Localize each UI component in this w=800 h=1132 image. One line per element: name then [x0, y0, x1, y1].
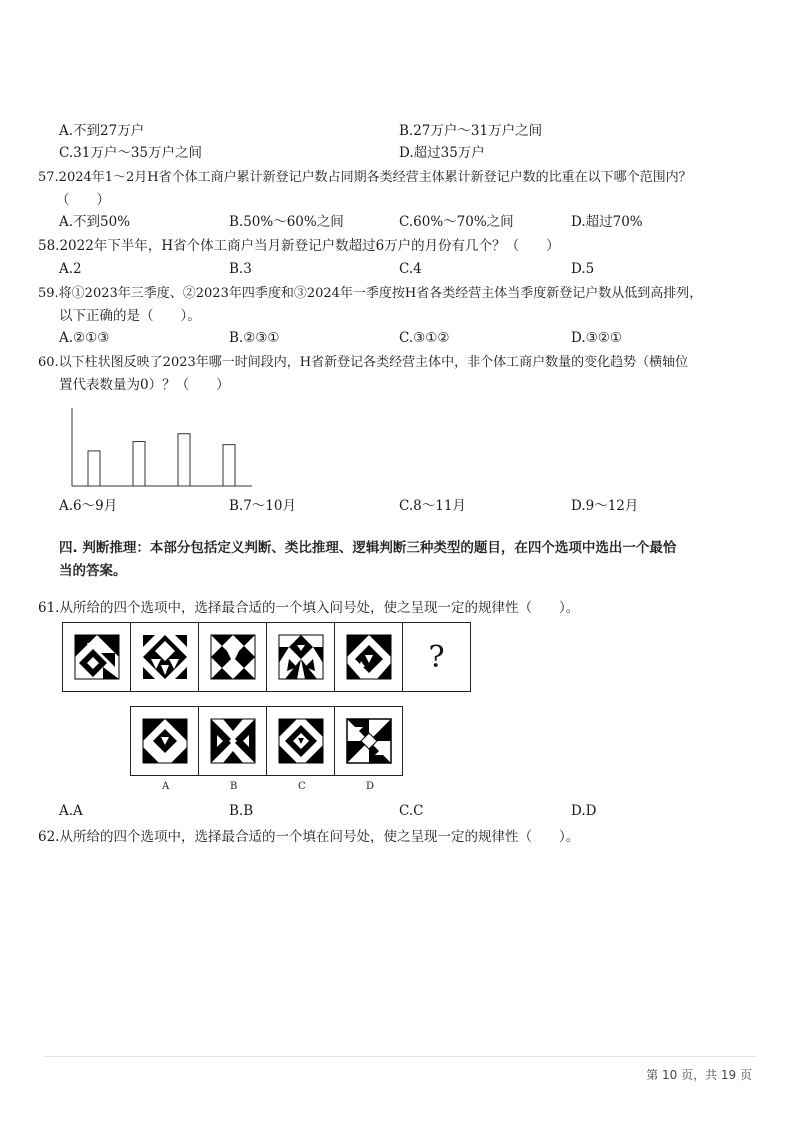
section-4-heading-line2: 当的答案。: [59, 563, 127, 579]
pattern-figure-5: [345, 633, 393, 681]
q60-option-d: D.9～12月: [571, 498, 639, 514]
q56-option-c: C.31万户～35万户之间: [59, 145, 202, 161]
q61-option-b: B.B: [229, 803, 254, 819]
choice-label-d: D: [366, 781, 375, 792]
pattern-choice-a: [141, 717, 189, 765]
q58-option-a: A.2: [59, 261, 82, 277]
chart-bar-2: [133, 442, 145, 486]
q60-option-b: B.7～10月: [229, 498, 296, 514]
sequence-cell-1: [63, 623, 131, 691]
q61-sequence-figure: [62, 622, 471, 692]
q56-option-b: B.27万户～31万户之间: [399, 123, 543, 139]
question-60-line2: 置代表数量为0）？（ ）: [59, 377, 230, 393]
pattern-choice-d: [345, 717, 393, 765]
chart-bar-1: [88, 451, 100, 486]
q59-option-d: D.③②①: [571, 330, 622, 346]
q61-option-d: D.D: [571, 803, 597, 819]
chart-bar-3: [178, 434, 190, 486]
page-number: 第 10 页，共 19 页: [646, 1068, 752, 1082]
q58-option-b: B.3: [229, 261, 252, 277]
section-4-heading: 四. 判断推理：本部分包括定义判断、类比推理、逻辑判断三种类型的题目，在四个选项中选出一个最恰: [59, 540, 677, 556]
question-59-line2: 以下正确的是（ ）。: [59, 308, 201, 324]
q61-option-a: A.A: [59, 803, 83, 819]
q58-option-d: D.5: [571, 261, 595, 277]
q59-option-b: B.②③①: [229, 330, 280, 346]
choice-label-a: A: [162, 781, 170, 792]
choice-cell-b: [199, 707, 267, 775]
q57-option-a: A.不到50%: [59, 214, 131, 230]
q57-option-b: B.50%～60%之间: [229, 214, 344, 230]
sequence-cell-question: [403, 623, 470, 691]
question-59: 59.将①2023年三季度、②2023年四季度和③2024年一季度按H省各类经营主体当季度新登记户数从低到高排列，: [38, 286, 703, 301]
q56-option-d: D.超过35万户: [399, 145, 485, 161]
chart-bar-4: [223, 445, 235, 486]
q57-option-c: C.60%～70%之间: [399, 214, 514, 230]
choice-cell-a: [131, 707, 199, 775]
q61-option-c: C.C: [399, 803, 424, 819]
q56-option-a: A.不到27万户: [59, 123, 145, 139]
q61-choices-figure: [130, 706, 403, 776]
sequence-cell-4: [267, 623, 335, 691]
question-57-paren: （ ）: [56, 192, 110, 208]
pattern-choice-b: [209, 717, 257, 765]
question-mark: ?: [428, 639, 445, 675]
pattern-figure-3: [209, 633, 257, 681]
question-62: 62.从所给的四个选项中，选择最合适的一个填在问号处，使之呈现一定的规律性（ ）。: [38, 829, 580, 845]
question-61: 61.从所给的四个选项中，选择最合适的一个填入问号处，使之呈现一定的规律性（ ）。: [38, 600, 580, 616]
q57-option-d: D.超过70%: [571, 214, 643, 230]
q60-option-a: A.6～9月: [59, 498, 118, 514]
q59-option-a: A.②①③: [59, 330, 110, 346]
pattern-choice-c: [277, 717, 325, 765]
q59-option-c: C.③①②: [399, 330, 450, 346]
pattern-figure-1: [73, 633, 121, 681]
q60-option-c: C.8～11月: [399, 498, 466, 514]
q58-option-c: C.4: [399, 261, 422, 277]
choice-cell-d: [335, 707, 402, 775]
question-60: 60.以下柱状图反映了2023年哪一时间段内，H省新登记各类经营主体中，非个体工商户数量的变化趋势（横轴位: [38, 355, 689, 370]
question-58: 58.2022年下半年，H省个体工商户当月新登记户数超过6万户的月份有几个？（ ）: [38, 238, 560, 254]
sequence-cell-2: [131, 623, 199, 691]
pattern-figure-4: [277, 633, 325, 681]
choice-cell-c: [267, 707, 335, 775]
footer-divider: [44, 1056, 756, 1057]
choice-label-b: B: [230, 781, 238, 792]
sequence-cell-3: [199, 623, 267, 691]
question-57: 57.2024年1～2月H省个体工商户累计新登记户数占同期各类经营主体累计新登记户数的比重在以下哪个范围内？: [38, 170, 692, 185]
choice-label-c: C: [298, 781, 306, 792]
sequence-cell-5: [335, 623, 403, 691]
q60-bar-chart: [60, 400, 260, 492]
pattern-figure-2: [141, 633, 189, 681]
